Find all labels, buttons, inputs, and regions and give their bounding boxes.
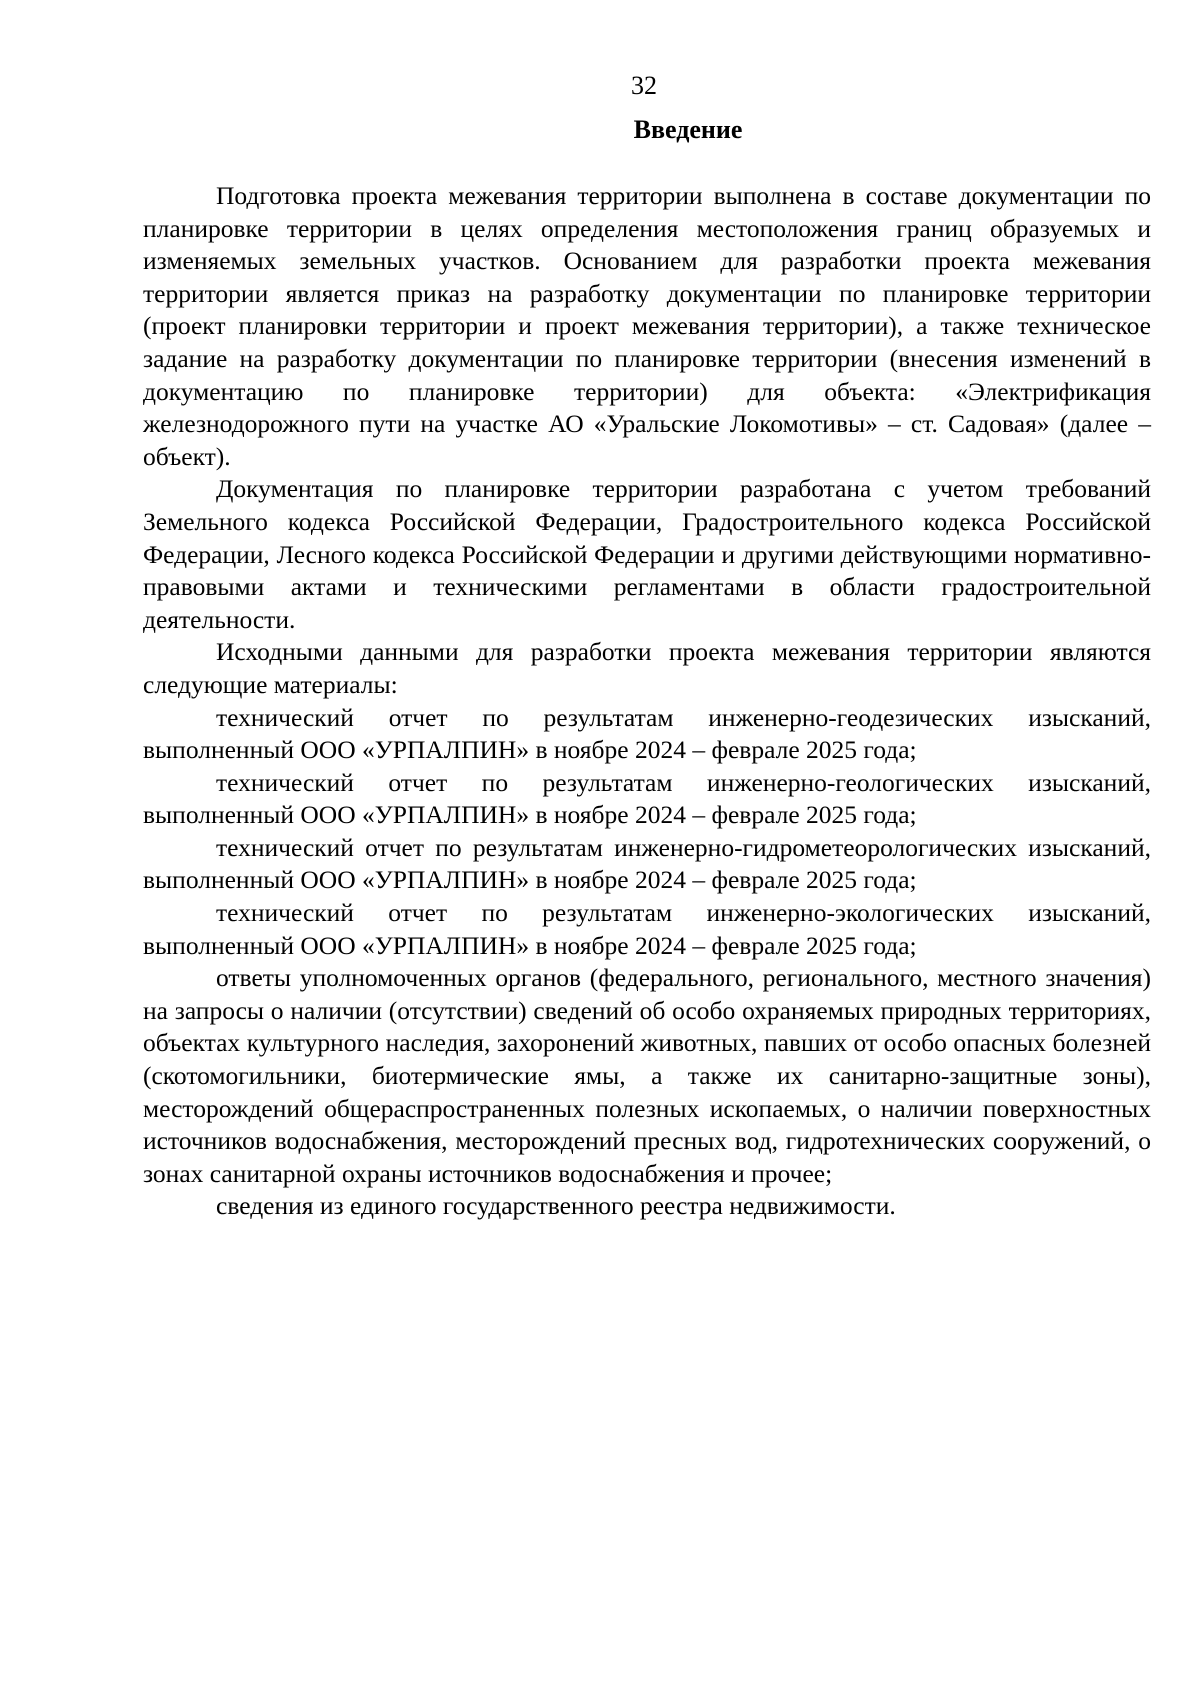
paragraph-regulations: Документация по планировке территории разработана с учетом требований Земельного кодекса Российской Федерации, Градостроительного кодекса Российской Федерации, Лесного кодекса Российской Федерации и другими действующими нормативно-правовыми актами и техническими регламентами в области градостроительной деятельности. (143, 474, 1151, 634)
paragraph-intro: Подготовка проекта межевания территории выполнена в составе документации по планировке территории в целях определения местоположения границ образуемых и изменяемых земельных участков. Основанием для разработки проекта межевания территории является приказ на разработку документации по планировке территории (проект планировки территории и проект межевания территории), а также техническое задание на разработку документации по планировке территории (внесения изменений в документацию по планировке территории) для объекта: «Электрификация железнодорожного пути на участке АО «Уральские Локомотивы» – ст. Садовая» (далее – объект). (143, 181, 1151, 471)
page-number: 32 (631, 71, 657, 100)
paragraph-source-data: Исходными данными для разработки проекта межевания территории являются следующие материалы: (143, 637, 1151, 699)
list-item-geological-report: технический отчет по результатам инженерно-геологических изысканий, выполненный ООО «УРПАЛПИН» в ноябре 2024 – феврале 2025 года; (143, 767, 1151, 830)
section-heading: Введение (633, 115, 743, 144)
body-text (143, 180, 1151, 1223)
list-item-ecological-report: технический отчет по результатам инженерно-экологических изысканий, выполненный ООО «УРПАЛПИН» в ноябре 2024 – феврале 2025 года; (143, 898, 1151, 960)
list-item-geodetic-report: технический отчет по результатам инженерно-геодезических изысканий, выполненный ООО «УРПАЛПИН» в ноябре 2024 – феврале 2025 года; (143, 702, 1151, 765)
list-item-authority-responses: ответы уполномоченных органов (федерального, регионального, местного значения) на запросы о наличии (отсутствии) сведений об особо охраняемых природных территориях, объектах культурного наследия, захоронений животных, павших от особо опасных болезней (скотомогильники, биотермические ямы, а также их санитарно-защитные зоны), месторождений общераспространенных полезных ископаемых, о наличии поверхностных источников водоснабжения, месторождений пресных вод, гидротехнических сооружений, о зонах санитарной охраны источников водоснабжения и прочее; (143, 963, 1151, 1188)
list-item-real-estate-registry: сведения из единого государственного реестра недвижимости. (216, 1191, 896, 1221)
list-item-hydrometeorological-report: технический отчет по результатам инженерно-гидрометеорологических изысканий, выполненный ООО «УРПАЛПИН» в ноябре 2024 – феврале 2025 года; (143, 832, 1151, 895)
